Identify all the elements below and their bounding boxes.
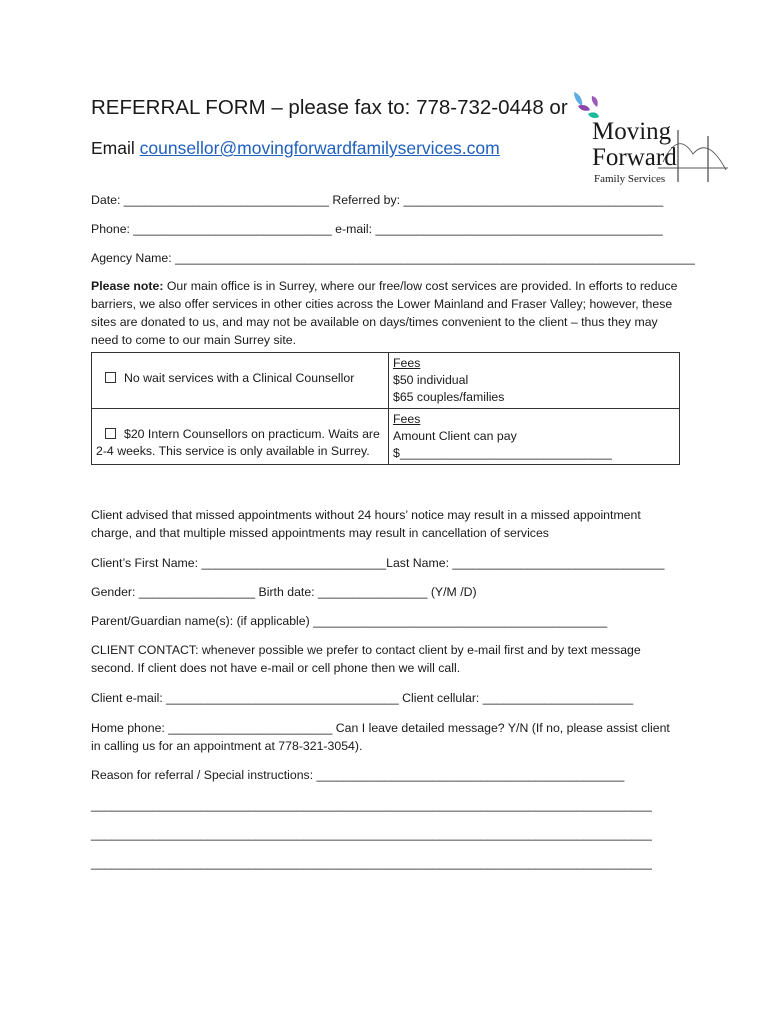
- amount-client-field[interactable]: $_______________________________: [393, 446, 612, 460]
- option-intern-counsellors: [92, 409, 389, 465]
- checkbox-clinical-counsellor[interactable]: [105, 372, 116, 383]
- fees-cell-2: [389, 409, 680, 465]
- please-note-paragraph: [91, 277, 681, 349]
- amount-client-label: Amount Client can pay: [393, 429, 517, 443]
- email-prefix: Email: [91, 138, 140, 158]
- moving-forward-logo: [568, 90, 728, 190]
- gender-birthdate-field[interactable]: Gender: _________________ Birth date: ________________ (Y/M /D): [91, 585, 477, 599]
- reason-blank-line-3[interactable]: __________________________________________________________________________________: [91, 856, 652, 870]
- phone-email-field[interactable]: Phone: _____________________________ e-mail: __________________________________________: [91, 222, 663, 236]
- missed-appointment-advisory: Client advised that missed appointments without 24 hours’ notice may result in a missed appointment charge, and that multiple missed appointments may result in cancellation of services: [91, 508, 641, 540]
- logo-word-moving: Moving: [592, 118, 672, 145]
- parent-guardian-field[interactable]: Parent/Guardian name(s): (if applicable) ___________________________________________: [91, 614, 608, 628]
- form-title: REFERRAL FORM – please fax to: 778-732-0448 or: [91, 96, 568, 119]
- fee-couples: $65 couples/families: [393, 390, 505, 404]
- reason-blank-line-1[interactable]: __________________________________________________________________________________: [91, 798, 652, 812]
- option-intern-label: $20 Intern Counsellors on practicum. Waits are 2-4 weeks. This service is only available in Surrey.: [96, 427, 380, 458]
- client-contact-note: CLIENT CONTACT: whenever possible we prefer to contact client by e-mail first and by text message second. If client does not have e-mail or cell phone then we will call.: [91, 643, 641, 675]
- client-email-cell-field[interactable]: Client e-mail: __________________________________ Client cellular: ______________________: [91, 691, 634, 705]
- date-referred-field[interactable]: Date: ______________________________ Referred by: ______________________________________: [91, 193, 664, 207]
- reason-for-referral-field[interactable]: Reason for referral / Special instructions: _____________________________________________: [91, 768, 625, 782]
- client-names-field[interactable]: Client’s First Name: ___________________________Last Name: _______________________________: [91, 556, 665, 570]
- fees-header-2: Fees: [393, 412, 421, 426]
- please-note-label: Please note:: [91, 279, 164, 293]
- email-line: [91, 138, 500, 159]
- logo-subtitle: Family Services: [594, 173, 666, 185]
- home-phone-field[interactable]: Home phone: ________________________ Can I leave detailed message? Y/N (If no, please assist client in calling us for an appointment at 778-321-3054).: [91, 721, 670, 753]
- table-row: [92, 353, 680, 409]
- reason-blank-line-2[interactable]: __________________________________________________________________________________: [91, 827, 652, 841]
- fees-header-1: Fees: [393, 356, 421, 370]
- fees-table: [91, 352, 680, 465]
- fee-individual: $50 individual: [393, 373, 469, 387]
- logo-word-forward: Forward: [592, 144, 677, 171]
- option-clinical-label: No wait services with a Clinical Counsellor: [124, 371, 355, 385]
- option-clinical-counsellor: [92, 353, 389, 409]
- counsellor-email-link[interactable]: counsellor@movingforwardfamilyservices.com: [139, 138, 500, 158]
- checkbox-intern-counsellors[interactable]: [105, 428, 116, 439]
- fees-cell-1: [389, 353, 680, 409]
- agency-name-field[interactable]: Agency Name: ____________________________________________________________________________: [91, 251, 695, 265]
- table-row: [92, 409, 680, 465]
- please-note-text: Our main office is in Surrey, where our free/low cost services are provided. In efforts to reduce barriers, we also offer services in other cities across the Lower Mainland and Fraser Valley; however, these sites are donated to us, and may not be available on days/times convenient to the client – thus they may need to come to our main Surrey site.: [91, 279, 678, 347]
